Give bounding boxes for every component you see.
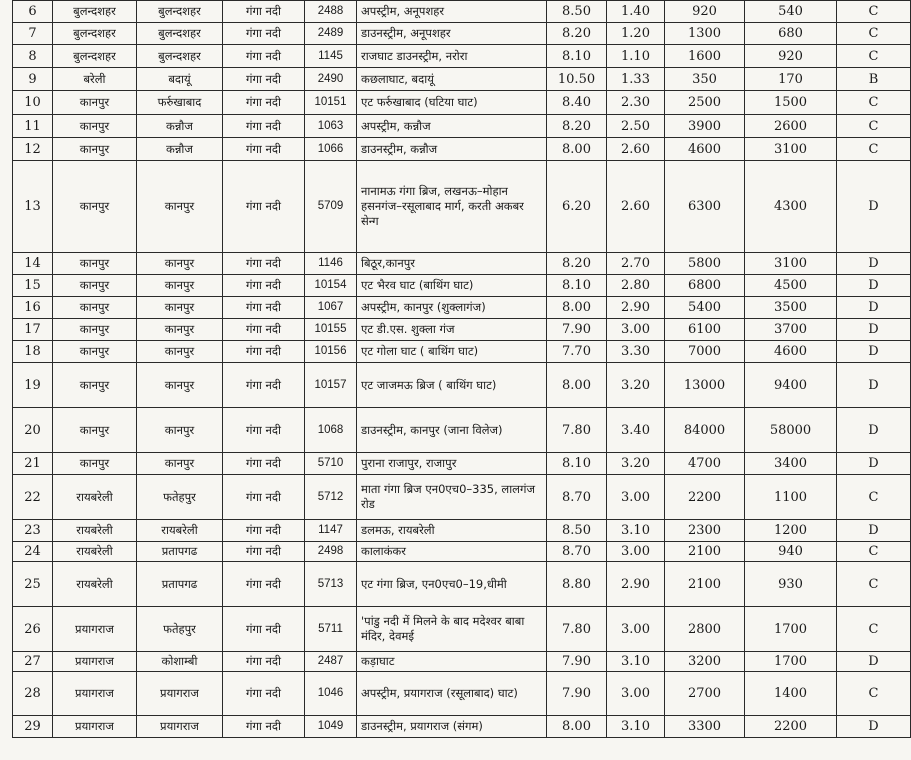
station-code-cell: 5711 (305, 607, 357, 652)
serial-number-cell: 24 (13, 542, 53, 562)
value-4-cell: 930 (745, 562, 837, 607)
river-cell: गंगा नदी (223, 453, 305, 475)
district-cell: कानपुर (137, 253, 223, 275)
class-cell: D (837, 520, 911, 542)
value-4-cell: 1100 (745, 475, 837, 520)
district-cell: कानपुर (137, 297, 223, 319)
table-row (13, 520, 911, 542)
value-3-cell: 2700 (665, 672, 745, 716)
value-1-cell: 8.70 (547, 542, 607, 562)
value-3-cell: 3300 (665, 716, 745, 738)
district-cell: फतेहपुर (137, 607, 223, 652)
value-1-cell: 8.20 (547, 253, 607, 275)
river-cell: गंगा नदी (223, 23, 305, 45)
river-cell: गंगा नदी (223, 68, 305, 91)
serial-number-cell: 13 (13, 161, 53, 253)
value-4-cell: 4600 (745, 341, 837, 363)
serial-number-cell: 11 (13, 115, 53, 138)
value-3-cell: 5800 (665, 253, 745, 275)
location-cell: बिठूर,कानपुर (357, 253, 547, 275)
district-cell: बुलन्दशहर (137, 45, 223, 68)
value-2-cell: 3.30 (607, 341, 665, 363)
table-row (13, 319, 911, 341)
value-3-cell: 3900 (665, 115, 745, 138)
water-quality-table-page (12, 0, 879, 738)
value-3-cell: 920 (665, 1, 745, 23)
station-code-cell: 5710 (305, 453, 357, 475)
serial-number-cell: 8 (13, 45, 53, 68)
value-4-cell: 540 (745, 1, 837, 23)
region-cell: रायबरेली (53, 542, 137, 562)
region-cell: कानपुर (53, 319, 137, 341)
district-cell: फर्रुखाबाद (137, 91, 223, 115)
class-cell: C (837, 138, 911, 161)
value-2-cell: 2.50 (607, 115, 665, 138)
value-1-cell: 8.10 (547, 275, 607, 297)
location-cell: एट फर्रुखाबाद (घटिया घाट) (357, 91, 547, 115)
district-cell: बुलन्दशहर (137, 23, 223, 45)
table-body (13, 1, 911, 738)
value-2-cell: 2.70 (607, 253, 665, 275)
class-cell: D (837, 297, 911, 319)
location-cell: डाउनस्ट्रीम, कानपुर (जाना विलेज) (357, 408, 547, 453)
class-cell: D (837, 253, 911, 275)
class-cell: C (837, 115, 911, 138)
station-code-cell: 1046 (305, 672, 357, 716)
value-2-cell: 1.40 (607, 1, 665, 23)
location-cell: डाउनस्ट्रीम, अनूपशहर (357, 23, 547, 45)
table-row (13, 652, 911, 672)
region-cell: बुलन्दशहर (53, 45, 137, 68)
district-cell: कानपुर (137, 341, 223, 363)
value-4-cell: 940 (745, 542, 837, 562)
region-cell: कानपुर (53, 138, 137, 161)
value-2-cell: 1.10 (607, 45, 665, 68)
region-cell: कानपुर (53, 275, 137, 297)
value-3-cell: 2800 (665, 607, 745, 652)
district-cell: प्रतापगढ (137, 562, 223, 607)
river-cell: गंगा नदी (223, 297, 305, 319)
value-4-cell: 3700 (745, 319, 837, 341)
station-code-cell: 5709 (305, 161, 357, 253)
location-cell: डाउनस्ट्रीम, कन्नौज (357, 138, 547, 161)
station-code-cell: 10151 (305, 91, 357, 115)
value-1-cell: 6.20 (547, 161, 607, 253)
value-4-cell: 680 (745, 23, 837, 45)
serial-number-cell: 12 (13, 138, 53, 161)
table-row (13, 408, 911, 453)
value-2-cell: 3.10 (607, 520, 665, 542)
value-2-cell: 3.20 (607, 363, 665, 408)
value-3-cell: 4700 (665, 453, 745, 475)
value-4-cell: 3100 (745, 138, 837, 161)
value-4-cell: 3500 (745, 297, 837, 319)
serial-number-cell: 7 (13, 23, 53, 45)
table-row (13, 91, 911, 115)
value-1-cell: 8.70 (547, 475, 607, 520)
value-1-cell: 8.40 (547, 91, 607, 115)
district-cell: कानपुर (137, 363, 223, 408)
river-cell: गंगा नदी (223, 562, 305, 607)
value-3-cell: 6800 (665, 275, 745, 297)
value-1-cell: 7.80 (547, 408, 607, 453)
district-cell: फतेहपुर (137, 475, 223, 520)
station-code-cell: 1067 (305, 297, 357, 319)
station-code-cell: 1068 (305, 408, 357, 453)
station-code-cell: 2498 (305, 542, 357, 562)
value-3-cell: 2100 (665, 562, 745, 607)
serial-number-cell: 19 (13, 363, 53, 408)
district-cell: कन्नौज (137, 115, 223, 138)
river-cell: गंगा नदी (223, 319, 305, 341)
station-code-cell: 1049 (305, 716, 357, 738)
class-cell: C (837, 91, 911, 115)
value-2-cell: 3.00 (607, 475, 665, 520)
value-4-cell: 2200 (745, 716, 837, 738)
location-cell: 'पांडु नदी में मिलने के बाद मदेश्वर बाबा मंदिर, देवमई (357, 607, 547, 652)
region-cell: कानपुर (53, 363, 137, 408)
district-cell: कानपुर (137, 275, 223, 297)
river-cell: गंगा नदी (223, 45, 305, 68)
value-4-cell: 4500 (745, 275, 837, 297)
region-cell: रायबरेली (53, 475, 137, 520)
value-4-cell: 1700 (745, 652, 837, 672)
serial-number-cell: 29 (13, 716, 53, 738)
value-2-cell: 2.60 (607, 138, 665, 161)
value-4-cell: 1200 (745, 520, 837, 542)
serial-number-cell: 14 (13, 253, 53, 275)
table-row (13, 253, 911, 275)
table-row (13, 607, 911, 652)
region-cell: कानपुर (53, 115, 137, 138)
value-1-cell: 7.90 (547, 672, 607, 716)
district-cell: कोशाम्बी (137, 652, 223, 672)
table-row (13, 115, 911, 138)
location-cell: कड़ाघाट (357, 652, 547, 672)
value-2-cell: 2.60 (607, 161, 665, 253)
value-3-cell: 6100 (665, 319, 745, 341)
serial-number-cell: 15 (13, 275, 53, 297)
table-row (13, 716, 911, 738)
river-cell: गंगा नदी (223, 115, 305, 138)
serial-number-cell: 26 (13, 607, 53, 652)
serial-number-cell: 16 (13, 297, 53, 319)
location-cell: पुराना राजापुर, राजापुर (357, 453, 547, 475)
serial-number-cell: 21 (13, 453, 53, 475)
class-cell: D (837, 319, 911, 341)
value-2-cell: 3.10 (607, 652, 665, 672)
value-3-cell: 5400 (665, 297, 745, 319)
table-row (13, 672, 911, 716)
serial-number-cell: 23 (13, 520, 53, 542)
class-cell: C (837, 607, 911, 652)
value-3-cell: 2200 (665, 475, 745, 520)
value-4-cell: 920 (745, 45, 837, 68)
location-cell: डलमऊ, रायबरेली (357, 520, 547, 542)
serial-number-cell: 6 (13, 1, 53, 23)
region-cell: कानपुर (53, 408, 137, 453)
value-2-cell: 2.80 (607, 275, 665, 297)
value-3-cell: 3200 (665, 652, 745, 672)
location-cell: राजघाट डाउनस्ट्रीम, नरोरा (357, 45, 547, 68)
table-row (13, 138, 911, 161)
value-4-cell: 3100 (745, 253, 837, 275)
location-cell: एट डी.एस. शुक्ला गंज (357, 319, 547, 341)
table-row (13, 45, 911, 68)
value-1-cell: 8.50 (547, 1, 607, 23)
class-cell: C (837, 1, 911, 23)
station-code-cell: 2489 (305, 23, 357, 45)
table-row (13, 68, 911, 91)
class-cell: C (837, 23, 911, 45)
region-cell: रायबरेली (53, 562, 137, 607)
table-row (13, 542, 911, 562)
station-code-cell: 10154 (305, 275, 357, 297)
value-4-cell: 3400 (745, 453, 837, 475)
district-cell: कानपुर (137, 161, 223, 253)
value-3-cell: 84000 (665, 408, 745, 453)
class-cell: D (837, 275, 911, 297)
district-cell: बदायूं (137, 68, 223, 91)
station-code-cell: 10156 (305, 341, 357, 363)
class-cell: D (837, 161, 911, 253)
region-cell: बरेली (53, 68, 137, 91)
region-cell: प्रयागराज (53, 652, 137, 672)
value-4-cell: 2600 (745, 115, 837, 138)
class-cell: D (837, 716, 911, 738)
river-cell: गंगा नदी (223, 161, 305, 253)
value-1-cell: 8.00 (547, 138, 607, 161)
location-cell: एट भैरव घाट (बाथिंग घाट) (357, 275, 547, 297)
value-1-cell: 8.20 (547, 115, 607, 138)
value-1-cell: 8.50 (547, 520, 607, 542)
region-cell: प्रयागराज (53, 672, 137, 716)
water-quality-table (12, 0, 911, 738)
station-code-cell: 1066 (305, 138, 357, 161)
value-3-cell: 2500 (665, 91, 745, 115)
location-cell: कालाकंकर (357, 542, 547, 562)
value-4-cell: 1400 (745, 672, 837, 716)
value-2-cell: 3.00 (607, 607, 665, 652)
district-cell: कानपुर (137, 319, 223, 341)
river-cell: गंगा नदी (223, 542, 305, 562)
district-cell: प्रयागराज (137, 716, 223, 738)
class-cell: C (837, 672, 911, 716)
class-cell: B (837, 68, 911, 91)
river-cell: गंगा नदी (223, 363, 305, 408)
river-cell: गंगा नदी (223, 253, 305, 275)
table-row (13, 161, 911, 253)
serial-number-cell: 18 (13, 341, 53, 363)
station-code-cell: 1147 (305, 520, 357, 542)
value-2-cell: 2.90 (607, 562, 665, 607)
station-code-cell: 10155 (305, 319, 357, 341)
value-3-cell: 1300 (665, 23, 745, 45)
location-cell: कछलाघाट, बदायूं (357, 68, 547, 91)
region-cell: कानपुर (53, 91, 137, 115)
table-row (13, 453, 911, 475)
river-cell: गंगा नदी (223, 408, 305, 453)
value-3-cell: 2100 (665, 542, 745, 562)
class-cell: C (837, 475, 911, 520)
class-cell: D (837, 341, 911, 363)
class-cell: C (837, 542, 911, 562)
value-2-cell: 3.00 (607, 319, 665, 341)
region-cell: बुलन्दशहर (53, 23, 137, 45)
class-cell: D (837, 453, 911, 475)
value-2-cell: 2.90 (607, 297, 665, 319)
region-cell: कानपुर (53, 341, 137, 363)
river-cell: गंगा नदी (223, 341, 305, 363)
value-3-cell: 7000 (665, 341, 745, 363)
station-code-cell: 1146 (305, 253, 357, 275)
value-3-cell: 350 (665, 68, 745, 91)
district-cell: प्रयागराज (137, 672, 223, 716)
location-cell: एट गंगा ब्रिज, एन0एच0–19,धीमी (357, 562, 547, 607)
station-code-cell: 5712 (305, 475, 357, 520)
value-4-cell: 170 (745, 68, 837, 91)
region-cell: बुलन्दशहर (53, 1, 137, 23)
value-1-cell: 8.00 (547, 297, 607, 319)
value-4-cell: 58000 (745, 408, 837, 453)
station-code-cell: 5713 (305, 562, 357, 607)
value-4-cell: 1500 (745, 91, 837, 115)
location-cell: माता गंगा ब्रिज एन0एच0–335, लालगंज रोड (357, 475, 547, 520)
location-cell: अपस्ट्रीम, कानपुर (शुक्लागंज) (357, 297, 547, 319)
table-row (13, 475, 911, 520)
class-cell: C (837, 562, 911, 607)
region-cell: कानपुर (53, 161, 137, 253)
table-row (13, 23, 911, 45)
value-3-cell: 13000 (665, 363, 745, 408)
serial-number-cell: 20 (13, 408, 53, 453)
value-3-cell: 4600 (665, 138, 745, 161)
region-cell: रायबरेली (53, 520, 137, 542)
value-1-cell: 7.90 (547, 652, 607, 672)
district-cell: प्रतापगढ (137, 542, 223, 562)
serial-number-cell: 9 (13, 68, 53, 91)
class-cell: D (837, 363, 911, 408)
river-cell: गंगा नदी (223, 475, 305, 520)
region-cell: कानपुर (53, 453, 137, 475)
serial-number-cell: 22 (13, 475, 53, 520)
value-1-cell: 7.70 (547, 341, 607, 363)
location-cell: एट जाजमऊ ब्रिज ( बाथिंग घाट) (357, 363, 547, 408)
value-1-cell: 7.80 (547, 607, 607, 652)
value-4-cell: 4300 (745, 161, 837, 253)
district-cell: रायबरेली (137, 520, 223, 542)
table-row (13, 562, 911, 607)
river-cell: गंगा नदी (223, 138, 305, 161)
river-cell: गंगा नदी (223, 275, 305, 297)
location-cell: अपस्ट्रीम, अनूपशहर (357, 1, 547, 23)
station-code-cell: 1145 (305, 45, 357, 68)
value-2-cell: 3.00 (607, 672, 665, 716)
serial-number-cell: 25 (13, 562, 53, 607)
river-cell: गंगा नदी (223, 607, 305, 652)
region-cell: कानपुर (53, 253, 137, 275)
value-3-cell: 1600 (665, 45, 745, 68)
value-2-cell: 3.00 (607, 542, 665, 562)
value-1-cell: 8.00 (547, 363, 607, 408)
region-cell: प्रयागराज (53, 607, 137, 652)
station-code-cell: 2490 (305, 68, 357, 91)
serial-number-cell: 17 (13, 319, 53, 341)
value-1-cell: 7.90 (547, 319, 607, 341)
value-1-cell: 8.00 (547, 716, 607, 738)
location-cell: नानामऊ गंगा ब्रिज, लखनऊ–मोहान हसनगंज–रसूलाबाद मार्ग, करती अकबर सेन्ग (357, 161, 547, 253)
river-cell: गंगा नदी (223, 652, 305, 672)
river-cell: गंगा नदी (223, 91, 305, 115)
station-code-cell: 2488 (305, 1, 357, 23)
district-cell: बुलन्दशहर (137, 1, 223, 23)
value-2-cell: 3.40 (607, 408, 665, 453)
table-row (13, 363, 911, 408)
table-row (13, 341, 911, 363)
district-cell: कन्नौज (137, 138, 223, 161)
value-1-cell: 8.80 (547, 562, 607, 607)
value-2-cell: 1.20 (607, 23, 665, 45)
value-2-cell: 1.33 (607, 68, 665, 91)
district-cell: कानपुर (137, 453, 223, 475)
value-3-cell: 2300 (665, 520, 745, 542)
value-2-cell: 3.10 (607, 716, 665, 738)
region-cell: प्रयागराज (53, 716, 137, 738)
value-4-cell: 1700 (745, 607, 837, 652)
station-code-cell: 2487 (305, 652, 357, 672)
value-1-cell: 8.10 (547, 453, 607, 475)
value-2-cell: 2.30 (607, 91, 665, 115)
location-cell: अपस्ट्रीम, कन्नौज (357, 115, 547, 138)
serial-number-cell: 28 (13, 672, 53, 716)
table-row (13, 275, 911, 297)
table-row (13, 1, 911, 23)
value-1-cell: 8.20 (547, 23, 607, 45)
value-1-cell: 8.10 (547, 45, 607, 68)
station-code-cell: 1063 (305, 115, 357, 138)
class-cell: D (837, 408, 911, 453)
table-row (13, 297, 911, 319)
serial-number-cell: 27 (13, 652, 53, 672)
value-1-cell: 10.50 (547, 68, 607, 91)
value-4-cell: 9400 (745, 363, 837, 408)
class-cell: C (837, 45, 911, 68)
class-cell: D (837, 652, 911, 672)
river-cell: गंगा नदी (223, 716, 305, 738)
station-code-cell: 10157 (305, 363, 357, 408)
district-cell: कानपुर (137, 408, 223, 453)
river-cell: गंगा नदी (223, 520, 305, 542)
serial-number-cell: 10 (13, 91, 53, 115)
river-cell: गंगा नदी (223, 672, 305, 716)
value-2-cell: 3.20 (607, 453, 665, 475)
value-3-cell: 6300 (665, 161, 745, 253)
location-cell: डाउनस्ट्रीम, प्रयागराज (संगम) (357, 716, 547, 738)
region-cell: कानपुर (53, 297, 137, 319)
river-cell: गंगा नदी (223, 1, 305, 23)
location-cell: अपस्ट्रीम, प्रयागराज (रसूलाबाद) घाट) (357, 672, 547, 716)
location-cell: एट गोला घाट ( बाथिंग घाट) (357, 341, 547, 363)
